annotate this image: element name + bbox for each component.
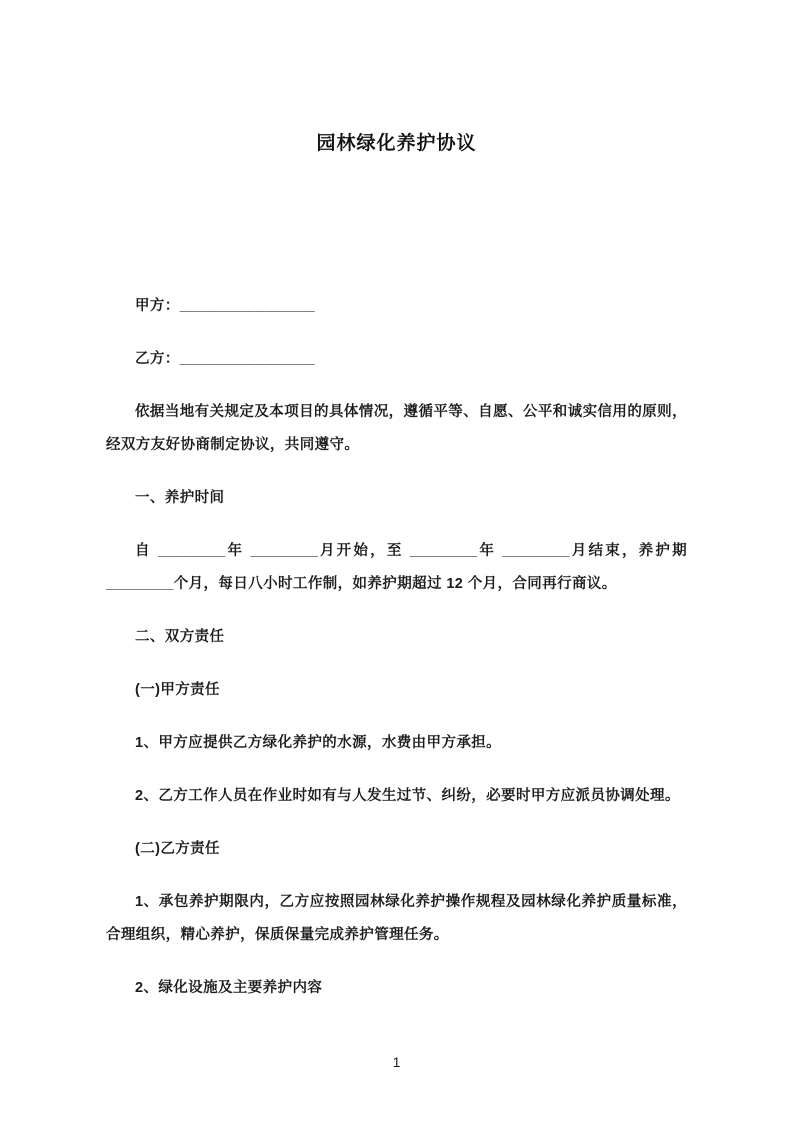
maintenance-time-heading: 一、养护时间 bbox=[135, 490, 225, 506]
page-number: 1 bbox=[392, 1054, 401, 1070]
party-b-responsibility-heading: (二)乙方责任 bbox=[135, 841, 220, 857]
party-a-item-2: 2、乙方工作人员在作业时如有与人发生过节、纠纷，必要时甲方应派员协调处理。 bbox=[135, 788, 680, 804]
party-b-item-1: 1、承包养护期限内，乙方应按照园林绿化养护操作规程及园林绿化养护质量标准，合理组织，精心养护，保质保量完成养护管理任务。 bbox=[106, 894, 687, 943]
intro-paragraph: 依据当地有关规定及本项目的具体情况，遵循平等、自愿、公平和诚实信用的原则，经双方友好协商制定协议，共同遵守。 bbox=[106, 404, 687, 453]
document-title: 园林绿化养护协议 bbox=[316, 133, 477, 154]
party-b-line: 乙方：________________ bbox=[135, 351, 316, 367]
party-a-line: 甲方：________________ bbox=[135, 298, 316, 314]
party-a-responsibility-heading: (一)甲方责任 bbox=[135, 682, 220, 698]
maintenance-time-paragraph: 自 ________年 ________月开始，至 ________年 ________月结束，养护期 ________个月，每日八小时工作制，如养护期超过 12 个月，合同再行商议。 bbox=[106, 543, 687, 592]
party-b-item-2: 2、绿化设施及主要养护内容 bbox=[135, 980, 323, 996]
responsibilities-heading: 二、双方责任 bbox=[135, 629, 225, 645]
party-a-item-1: 1、甲方应提供乙方绿化养护的水源，水费由甲方承担。 bbox=[135, 735, 502, 751]
